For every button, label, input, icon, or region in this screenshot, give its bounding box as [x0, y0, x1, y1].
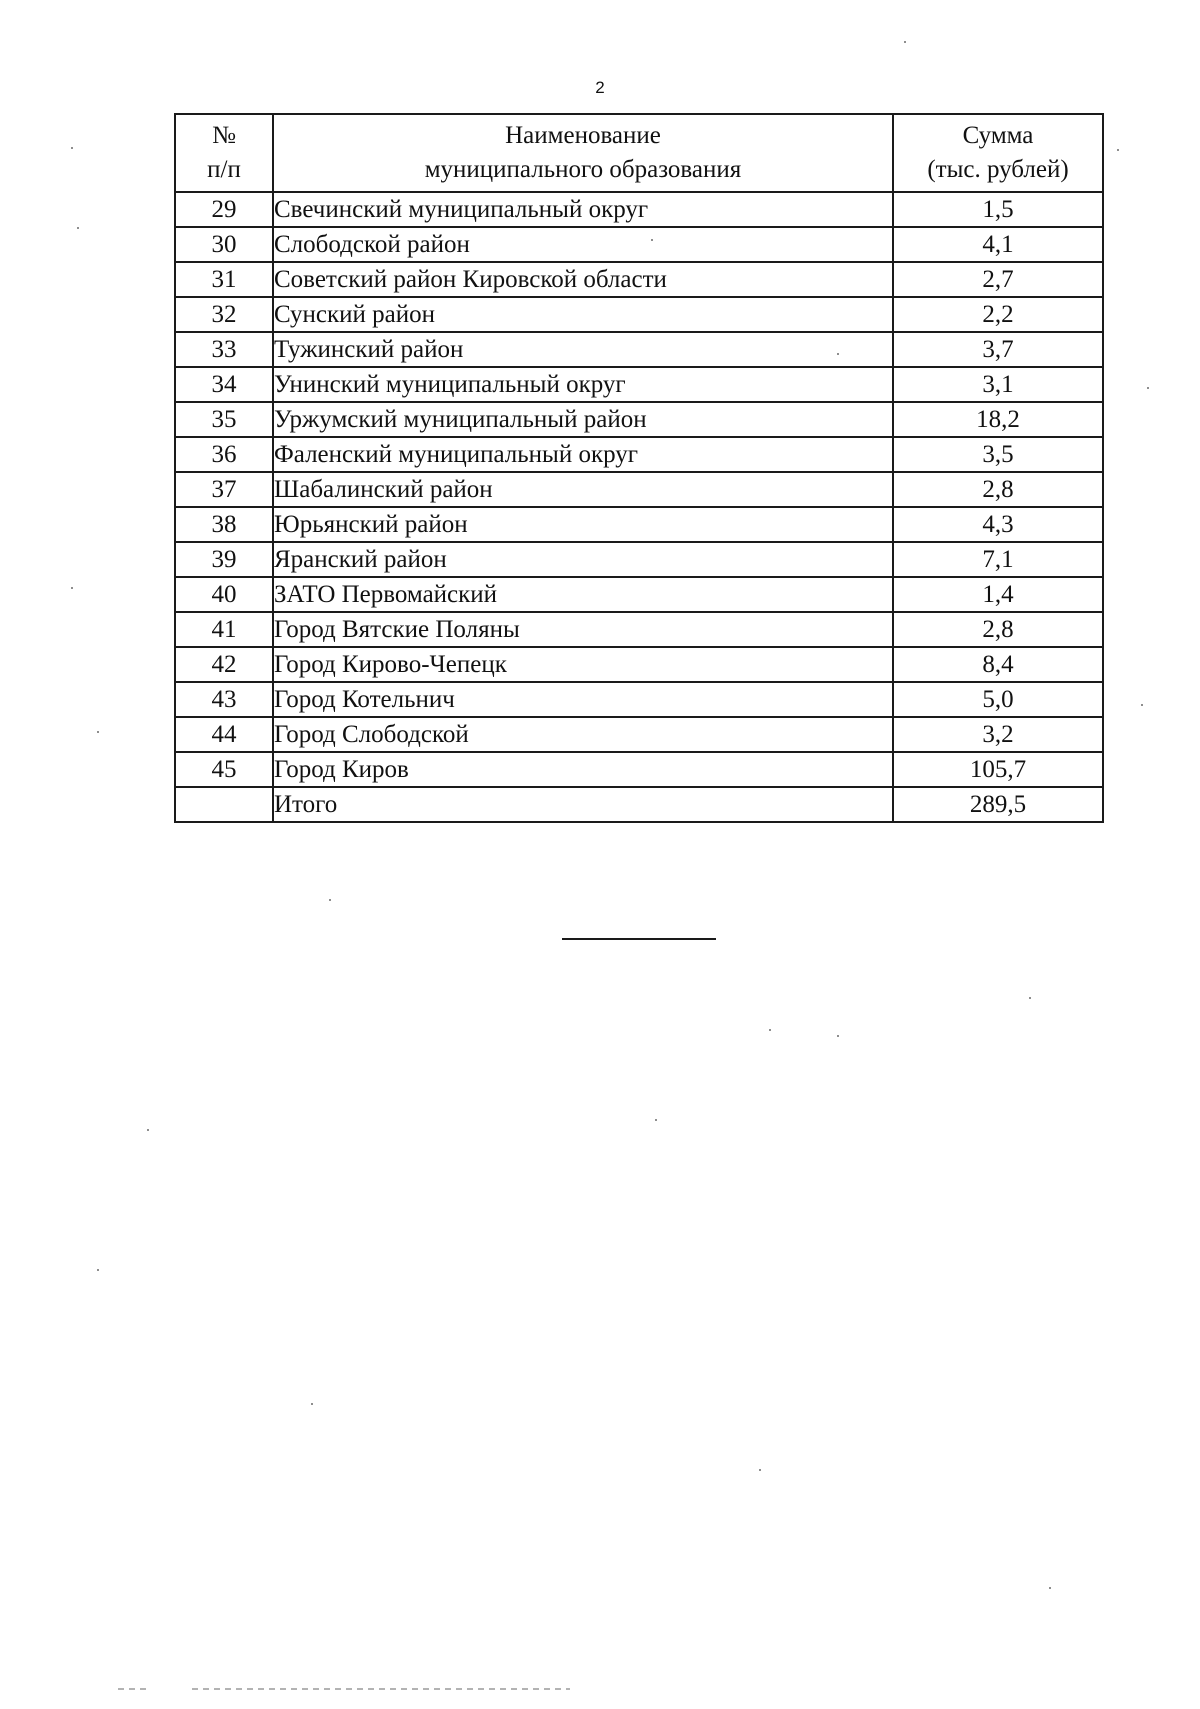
- table-row: [175, 402, 1103, 437]
- table-row: [175, 192, 1103, 227]
- municipality-name: Слободской район: [273, 227, 893, 262]
- table-header-row: [175, 114, 1103, 192]
- total-amount: 289,5: [893, 787, 1103, 822]
- header-sum-line-1: Сумма: [962, 122, 1034, 149]
- amount: 2,8: [893, 612, 1103, 647]
- table-row: [175, 507, 1103, 542]
- amount: 4,3: [893, 507, 1103, 542]
- municipality-name: Уржумский муниципальный район: [273, 402, 893, 437]
- table-row: [175, 297, 1103, 332]
- header-number-line-2: п/п: [207, 156, 241, 183]
- table-row: [175, 717, 1103, 752]
- municipality-name: Город Котельнич: [273, 682, 893, 717]
- row-number: 29: [175, 192, 273, 227]
- total-row-number: [175, 787, 273, 822]
- municipality-name: Юрьянский район: [273, 507, 893, 542]
- page-number: 2: [595, 78, 605, 97]
- municipality-name: Город Киров: [273, 752, 893, 787]
- amount: 3,2: [893, 717, 1103, 752]
- amount: 7,1: [893, 542, 1103, 577]
- row-number: 36: [175, 437, 273, 472]
- municipality-name: Унинский муниципальный округ: [273, 367, 893, 402]
- municipality-name: Фаленский муниципальный округ: [273, 437, 893, 472]
- row-number: 44: [175, 717, 273, 752]
- amount: 2,7: [893, 262, 1103, 297]
- municipal-amounts-table: [174, 113, 1104, 823]
- amount: 2,8: [893, 472, 1103, 507]
- header-name-line-2: муниципального образования: [424, 156, 742, 183]
- row-number: 39: [175, 542, 273, 577]
- row-number: 30: [175, 227, 273, 262]
- table-row: [175, 647, 1103, 682]
- row-number: 32: [175, 297, 273, 332]
- municipality-name: ЗАТО Первомайский: [273, 577, 893, 612]
- row-number: 43: [175, 682, 273, 717]
- header-number: [175, 114, 273, 192]
- header-name: [273, 114, 893, 192]
- amount: 3,7: [893, 332, 1103, 367]
- amount: 18,2: [893, 402, 1103, 437]
- table-row: [175, 612, 1103, 647]
- municipality-name: Свечинский муниципальный округ: [273, 192, 893, 227]
- amount: 2,2: [893, 297, 1103, 332]
- amount: 3,1: [893, 367, 1103, 402]
- row-number: 31: [175, 262, 273, 297]
- table-row: [175, 752, 1103, 787]
- table-row: [175, 542, 1103, 577]
- municipality-name: Тужинский район: [273, 332, 893, 367]
- header-sum-line-2: (тыс. рублей): [927, 156, 1069, 183]
- amount: 105,7: [893, 752, 1103, 787]
- municipality-name: Советский район Кировской области: [273, 262, 893, 297]
- row-number: 37: [175, 472, 273, 507]
- municipality-name: Сунский район: [273, 297, 893, 332]
- table-row: [175, 227, 1103, 262]
- municipality-name: Шабалинский район: [273, 472, 893, 507]
- municipality-name: Яранский район: [273, 542, 893, 577]
- row-number: 35: [175, 402, 273, 437]
- table-row: [175, 332, 1103, 367]
- table-row: [175, 367, 1103, 402]
- header-sum: [893, 114, 1103, 192]
- amount: 3,5: [893, 437, 1103, 472]
- row-number: 41: [175, 612, 273, 647]
- table-row: [175, 682, 1103, 717]
- table-row: [175, 577, 1103, 612]
- row-number: 38: [175, 507, 273, 542]
- amount: 1,4: [893, 577, 1103, 612]
- end-of-document-rule: [562, 938, 716, 940]
- row-number: 34: [175, 367, 273, 402]
- table-row: [175, 262, 1103, 297]
- amount: 4,1: [893, 227, 1103, 262]
- row-number: 33: [175, 332, 273, 367]
- table-row: [175, 437, 1103, 472]
- municipality-name: Город Кирово-Чепецк: [273, 647, 893, 682]
- header-number-line-1: №: [212, 122, 236, 149]
- row-number: 40: [175, 577, 273, 612]
- municipality-name: Город Слободской: [273, 717, 893, 752]
- total-label: Итого: [273, 787, 893, 822]
- row-number: 42: [175, 647, 273, 682]
- municipality-name: Город Вятские Поляны: [273, 612, 893, 647]
- amount: 1,5: [893, 192, 1103, 227]
- row-number: 45: [175, 752, 273, 787]
- amount: 5,0: [893, 682, 1103, 717]
- amount: 8,4: [893, 647, 1103, 682]
- header-name-line-1: Наименование: [505, 122, 661, 149]
- total-row: [175, 787, 1103, 822]
- table-row: [175, 472, 1103, 507]
